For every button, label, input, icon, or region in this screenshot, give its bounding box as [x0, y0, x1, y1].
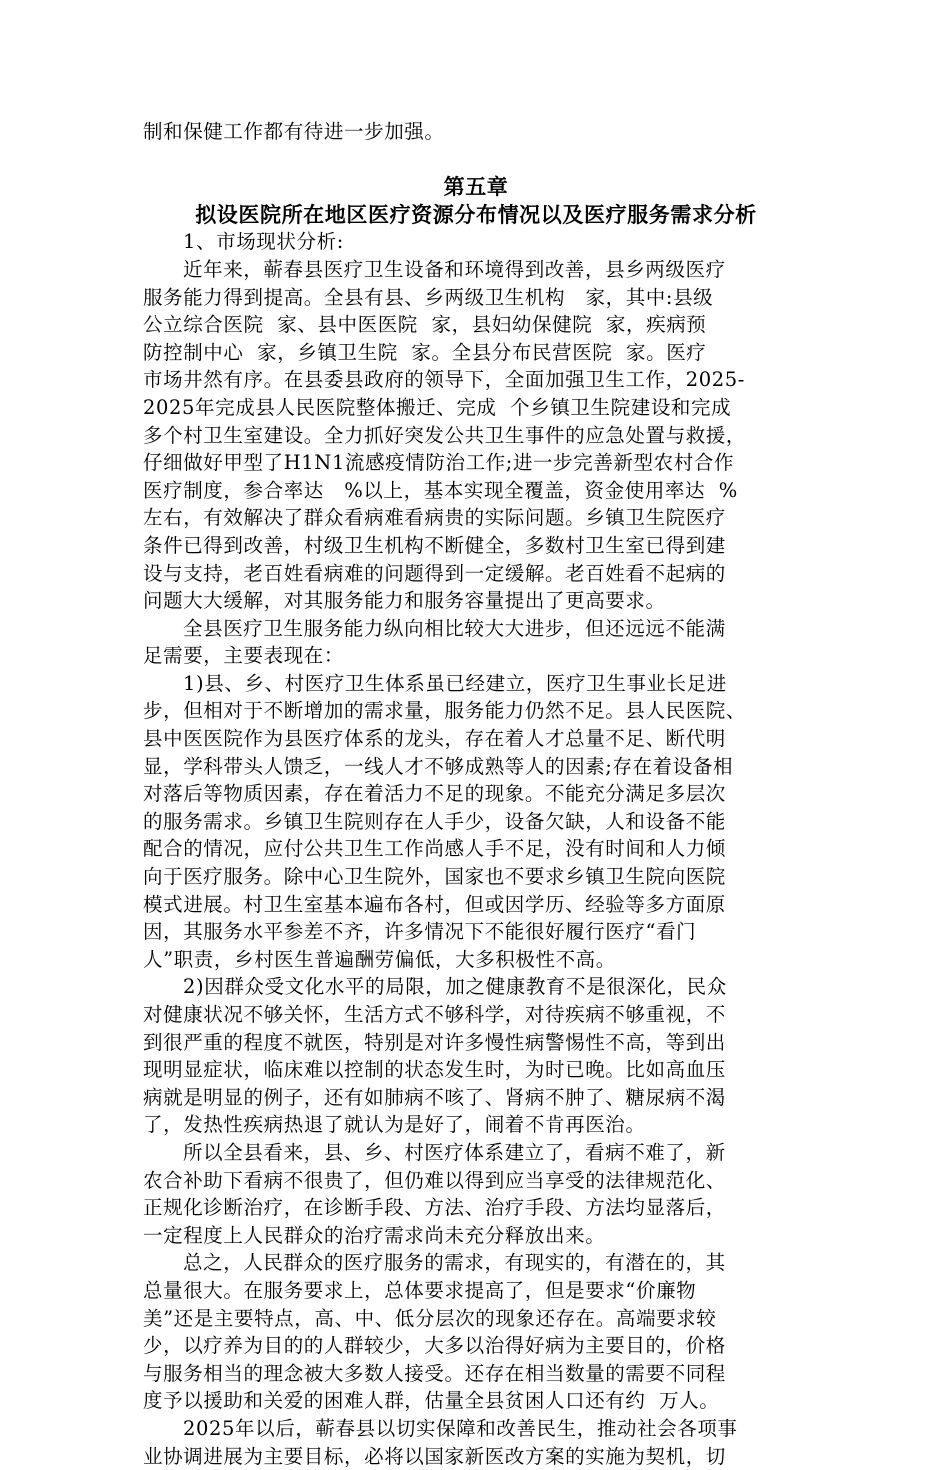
paragraph-line: 县中医医院作为县医疗体系的龙头，存在着人才总量不足、断代明 — [143, 725, 809, 753]
paragraph-line: 医疗制度，参合率达 %以上，基本实现全覆盖，资金使用率达 % — [143, 477, 809, 505]
paragraph-line: 多个村卫生室建设。全力抓好突发公共卫生事件的应急处置与救援， — [143, 422, 809, 450]
paragraph-line: 向于医疗服务。除中心卫生院外，国家也不要求乡镇卫生院向医院 — [143, 863, 809, 891]
paragraph-line: 一定程度上人民群众的治疗需求尚未充分释放出来。 — [143, 1222, 809, 1250]
section-heading: 1、市场现状分析: — [143, 228, 809, 256]
paragraph-line: 农合补助下看病不很贵了，但仍难以得到应当享受的法律规范化、 — [143, 1167, 809, 1195]
paragraph-line: 配合的情况，应付公共卫生工作尚感人手不足，没有时间和人力倾 — [143, 835, 809, 863]
paragraph-line: 现明显症状，临床难以控制的状态发生时，为时已晚。比如高血压 — [143, 1056, 809, 1084]
paragraph-line: 1)县、乡、村医疗卫生体系虽已经建立，医疗卫生事业长足进 — [143, 670, 809, 698]
paragraph-line: 防控制中心 家，乡镇卫生院 家。全县分布民营医院 家。医疗 — [143, 339, 809, 367]
paragraph-line: 2025年完成县人民医院整体搬迁、完成 个乡镇卫生院建设和完成 — [143, 394, 809, 422]
paragraph-line: 公立综合医院 家、县中医医院 家，县妇幼保健院 家，疾病预 — [143, 311, 809, 339]
paragraph — [143, 1139, 809, 1249]
paragraph — [143, 1249, 809, 1415]
paragraph-line: 服务能力得到提高。全县有县、乡两级卫生机构 家，其中:县级 — [143, 284, 809, 312]
paragraph-line: 步，但相对于不断增加的需求量，服务能力仍然不足。县人民医院、 — [143, 697, 809, 725]
body-paragraphs — [143, 256, 809, 1470]
paragraph-line: 近年来，蕲春县医疗卫生设备和环境得到改善，县乡两级医疗 — [143, 256, 809, 284]
paragraph-line: 总量很大。在服务要求上，总体要求提高了，但是要求“价廉物 — [143, 1277, 809, 1305]
paragraph-line: 条件已得到改善，村级卫生机构不断健全，多数村卫生室已得到建 — [143, 532, 809, 560]
opening-line: 制和保健工作都有待进一步加强。 — [143, 118, 809, 146]
blank-line — [143, 146, 809, 174]
paragraph-line: 2025年以后，蕲春县以切实保障和改善民生，推动社会各项事 — [143, 1415, 809, 1443]
paragraph-line: 的服务需求。乡镇卫生院则存在人手少，设备欠缺，人和设备不能 — [143, 808, 809, 836]
paragraph-line: 设与支持，老百姓看病难的问题得到一定缓解。老百姓看不起病的 — [143, 560, 809, 588]
paragraph-line: 仔细做好甲型了H1N1流感疫情防治工作;进一步完善新型农村合作 — [143, 449, 809, 477]
paragraph-line: 市场井然有序。在县委县政府的领导下，全面加强卫生工作，2025- — [143, 366, 809, 394]
chapter-title: 拟设医院所在地区医疗资源分布情况以及医疗服务需求分析 — [143, 201, 809, 229]
paragraph-line: 到很严重的程度不就医，特别是对许多慢性病警惕性不高，等到出 — [143, 1029, 809, 1057]
paragraph — [143, 973, 809, 1139]
paragraph-line: 全县医疗卫生服务能力纵向相比较大大进步，但还远远不能满 — [143, 615, 809, 643]
paragraph-line: 了，发热性疾病热退了就认为是好了，闹着不肯再医治。 — [143, 1111, 809, 1139]
paragraph-line: 业协调进展为主要目标，必将以国家新医改方案的实施为契机，切 — [143, 1443, 809, 1470]
paragraph-line: 少，以疗养为目的的人群较少，大多以治得好病为主要目的，价格 — [143, 1332, 809, 1360]
paragraph-line: 病就是明显的例子，还有如肺病不咳了、肾病不肿了、糖尿病不渴 — [143, 1084, 809, 1112]
paragraph — [143, 1415, 809, 1470]
paragraph — [143, 615, 809, 670]
paragraph-line: 与服务相当的理念被大多数人接受。还存在相当数量的需要不同程 — [143, 1360, 809, 1388]
paragraph-line: 对健康状况不够关怀，生活方式不够科学，对待疾病不够重视，不 — [143, 1001, 809, 1029]
paragraph-line: 对落后等物质因素，存在着活力不足的现象。不能充分满足多层次 — [143, 780, 809, 808]
paragraph-line: 问题大大缓解，对其服务能力和服务容量提出了更高要求。 — [143, 587, 809, 615]
paragraph-line: 足需要，主要表现在： — [143, 642, 809, 670]
paragraph-line: 2)因群众受文化水平的局限，加之健康教育不是很深化，民众 — [143, 973, 809, 1001]
paragraph-line: 总之，人民群众的医疗服务的需求，有现实的，有潜在的，其 — [143, 1249, 809, 1277]
paragraph-line: 所以全县看来，县、乡、村医疗体系建立了，看病不难了，新 — [143, 1139, 809, 1167]
paragraph-line: 正规化诊断治疗，在诊断手段、方法、治疗手段、方法均显落后， — [143, 1194, 809, 1222]
paragraph-line: 人”职责，乡村医生普遍酬劳偏低，大多积极性不高。 — [143, 946, 809, 974]
paragraph — [143, 670, 809, 974]
paragraph-line: 美”还是主要特点，高、中、低分层次的现象还存在。高端要求较 — [143, 1305, 809, 1333]
paragraph-line: 显，学科带头人馈乏，一线人才不够成熟等人的因素;存在着设备相 — [143, 753, 809, 781]
document-page — [143, 118, 809, 1470]
chapter-number: 第五章 — [143, 173, 809, 201]
paragraph-line: 度予以援助和关爱的困难人群，估量全县贫困人口还有约 万人。 — [143, 1387, 809, 1415]
paragraph-line: 模式进展。村卫生室基本遍布各村，但或因学历、经验等多方面原 — [143, 891, 809, 919]
paragraph-line: 左右，有效解决了群众看病难看病贵的实际问题。乡镇卫生院医疗 — [143, 504, 809, 532]
paragraph — [143, 256, 809, 615]
paragraph-line: 因，其服务水平参差不齐，许多情况下不能很好履行医疗“看门 — [143, 918, 809, 946]
